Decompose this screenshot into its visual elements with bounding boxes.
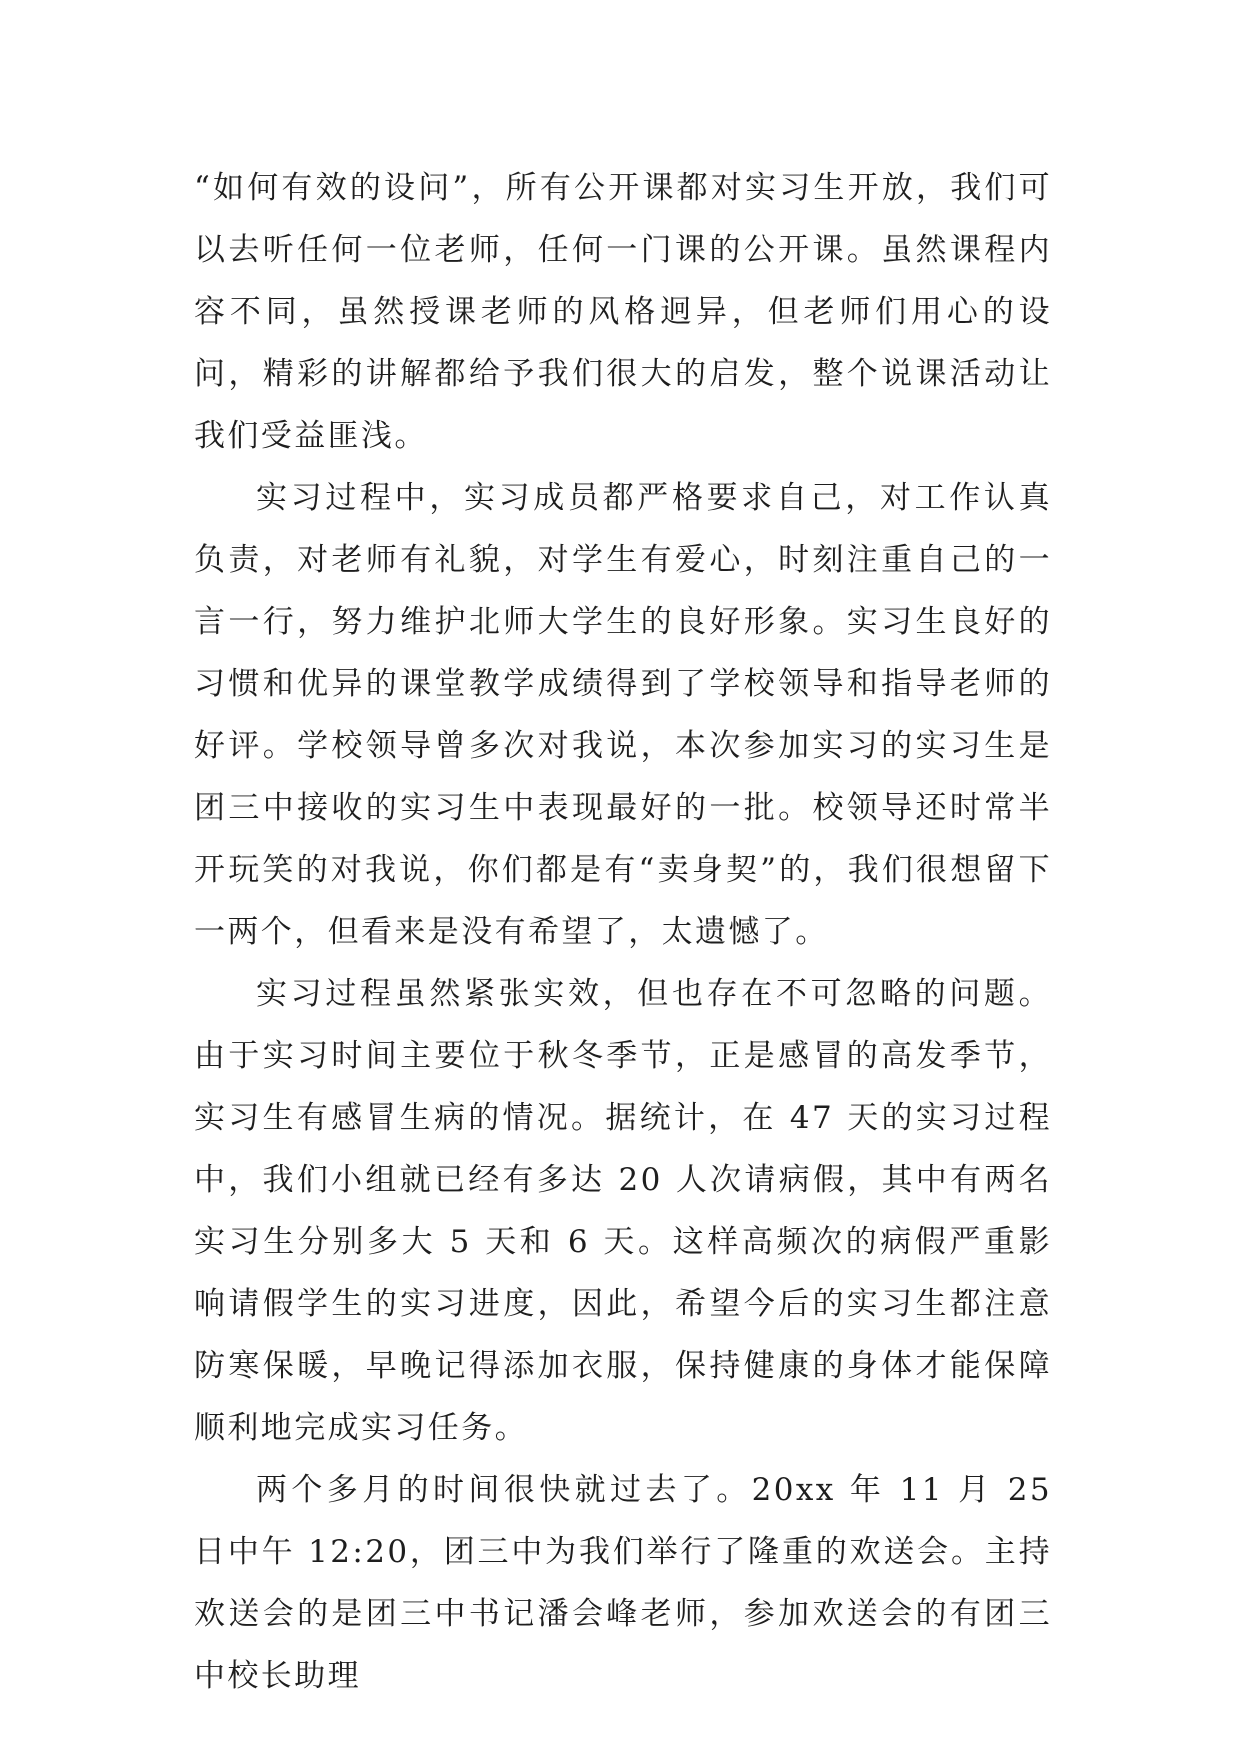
paragraph-internship-conduct: 实习过程中，实习成员都严格要求自己，对工作认真负责，对老师有礼貌，对学生有爱心，时刻注重自己的一言一行，努力维护北师大学生的良好形象。实习生良好的习惯和优异的课堂教学成绩得到了学校领导和指导老师的好评。学校领导曾多次对我说，本次参加实习的实习生是团三中接收的实习生中表现最好的一批。校领导还时常半开玩笑的对我说，你们都是有“卖身契”的，我们很想留下一两个，但看来是没有希望了，太遗憾了。 [194,480,1052,950]
document-body [194,157,1052,1707]
paragraph-farewell-meeting: 两个多月的时间很快就过去了。20xx 年 11 月 25 日中午 12:20，团三中为我们举行了隆重的欢送会。主持欢送会的是团三中书记潘会峰老师，参加欢送会的有团三中校长助理 [194,1472,1052,1694]
paragraph-continuation: “如何有效的设问”，所有公开课都对实习生开放，我们可以去听任何一位老师，任何一门课的公开课。虽然课程内容不同，虽然授课老师的风格迥异，但老师们用心的设问，精彩的讲解都给予我们很大的启发，整个说课活动让我们受益匪浅。 [194,170,1052,454]
paragraph-internship-problems: 实习过程虽然紧张实效，但也存在不可忽略的问题。由于实习时间主要位于秋冬季节，正是感冒的高发季节，实习生有感冒生病的情况。据统计，在 47 天的实习过程中，我们小组就已经有多达 20 人次请病假，其中有两名实习生分别多大 5 天和 6 天。这样高频次的病假严重影响请假学生的实习进度，因此，希望今后的实习生都注意防寒保暖，早晚记得添加衣服，保持健康的身体才能保障顺利地完成实习任务。 [194,976,1052,1446]
